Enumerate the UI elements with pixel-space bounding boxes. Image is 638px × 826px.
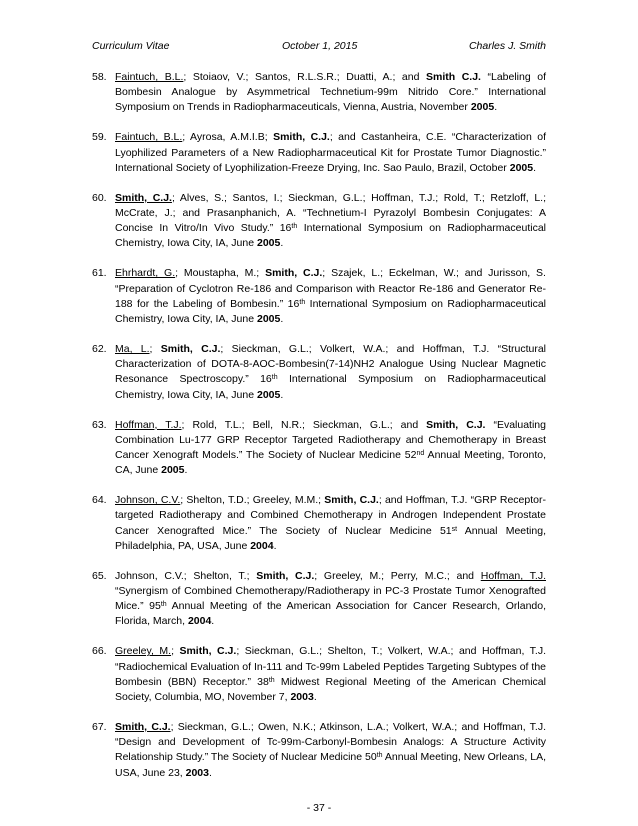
entry-citation: [115, 569, 546, 630]
citation-segment: th: [271, 374, 278, 382]
citation-segment: ; Szajek, L.; Eckelman, W.; and Jurisson, S. “Preparation of Cyclotron Re-186 and Comparison with Reactor Re-186 and Generator Re-188 for the Labeling of Bombesin.” 16: [115, 267, 546, 310]
citation-segment: International Symposium on Radiopharmaceutical Chemistry, Iowa City, IA, June: [115, 373, 546, 401]
citation-segment: International Symposium on Radiopharmaceutical Chemistry, Iowa City, IA, June: [115, 297, 547, 326]
citation-segment: “Labeling of Bombesin Analogue by Asymmetrical Technetium-99m Nitrido Core.” International Symposium on Trends in Radiopharmaceuticals, Vienna, Austria, November: [115, 71, 546, 114]
citation-segment: .: [184, 464, 188, 477]
entry-citation: [115, 644, 546, 705]
citation-segment: ;: [171, 645, 180, 658]
citation-segment: 2005: [470, 101, 495, 114]
citation-segment: .: [533, 161, 537, 174]
publication-entry: [92, 720, 546, 781]
citation-segment: th: [291, 223, 298, 231]
citation-segment: Faintuch, B.L.: [115, 131, 183, 144]
citation-segment: Greeley, M.: [115, 645, 172, 658]
citation-segment: .: [494, 101, 498, 114]
citation-segment: Smith, C.J.: [426, 418, 486, 431]
citation-segment: ;: [149, 343, 161, 356]
citation-segment: ; and Hoffman, T.J. “GRP Receptor-targeted Radiotherapy and Combined Chemotherapy in Androgen Independent Prostate Cancer Xenografted Mice.” The Society of Nuclear Medicine 51: [115, 494, 546, 537]
entry-number: 65.: [92, 569, 107, 582]
publication-entry: [92, 130, 546, 176]
citation-segment: ; Stoiaov, V.; Santos, R.L.S.R.; Duatti, A.; and: [183, 71, 426, 83]
header-author: Charles J. Smith: [468, 40, 546, 52]
citation-segment: Faintuch, B.L.: [115, 71, 184, 83]
citation-segment: ; Sieckman, G.L.; Shelton, T.; Volkert, W.A.; and Hoffman, T.J. “Radiochemical Evaluation of In-111 and Tc-99m Labeled Peptides Targeting Subtypes of the Bombesin (BBN) Receptor.” 38: [115, 645, 546, 688]
citation-segment: .: [280, 237, 284, 250]
citation-segment: Hoffman, T.J.: [115, 418, 182, 431]
citation-segment: Smith, C.J.: [179, 645, 237, 658]
citation-segment: ; Moustapha, M.;: [175, 267, 266, 280]
entry-citation: [115, 493, 546, 554]
publication-entry: [92, 644, 546, 705]
publication-entry: [92, 493, 546, 554]
citation-segment: ; Sieckman, G.L.; Volkert, W.A.; and Hoffman, T.J. “Structural Characterization of DOTA-8-AOC-Bombesin(7-14)NH2 Analogue Using Nuclear Magnetic Resonance Spectroscopy.” 16: [115, 343, 546, 386]
citation-segment: .: [280, 388, 284, 401]
citation-segment: Ma, L.: [115, 343, 150, 356]
citation-segment: 2005: [161, 464, 185, 477]
publication-entry: [92, 266, 546, 327]
citation-segment: Smith, C.J.: [115, 721, 171, 734]
citation-segment: ; and Castanheira, C.E. “Characterization of Lyophilized Parameters of a New Radiopharmaceutical Kit for Prostate Tumor Diagnostic.” International Society of Lyophilization-Freeze Drying, Inc. Sao Paulo, Brazil, October: [115, 131, 547, 174]
citation-segment: nd: [416, 450, 425, 458]
entry-number: 58.: [92, 71, 107, 83]
citation-segment: ; Alves, S.; Santos, I.; Sieckman, G.L.; Hoffman, T.J.; Rold, T.; Retzloff, L.; McCrate, J.; and Prasanphanich, A. “Technetium-I Pyrazolyl Bombesin Conjugates: A Concise In Vitro/In Vivo Study.” 16: [115, 191, 546, 235]
citation-segment: 2005: [257, 388, 281, 401]
citation-segment: 2004: [250, 539, 274, 552]
citation-segment: Ehrhardt, G.: [115, 267, 176, 280]
entry-number: 59.: [92, 131, 107, 144]
publication-entry: [92, 569, 546, 630]
citation-segment: Smith C.J.: [425, 71, 481, 83]
citation-segment: ; Ayrosa, A.M.I.B;: [182, 131, 274, 144]
citation-segment: Smith, C.J.: [324, 494, 379, 507]
entry-citation: [115, 70, 546, 116]
citation-segment: 2004: [187, 615, 212, 628]
entry-citation: [115, 720, 546, 781]
citation-segment: Smith, C.J.: [115, 191, 172, 204]
citation-segment: “Synergism of Combined Chemotherapy/Radiotherapy in PC-3 Prostate Tumor Xenografted Mice.” 95: [115, 585, 546, 613]
citation-segment: st: [451, 525, 458, 533]
publication-entry: [92, 70, 546, 116]
citation-segment: th: [299, 298, 306, 306]
page-number: - 37 -: [306, 802, 332, 814]
publication-entry: [92, 418, 546, 479]
entry-number: 64.: [92, 494, 107, 507]
citation-segment: Annual Meeting, New Orleans, LA, USA, June 23,: [115, 751, 546, 779]
entry-citation: [115, 418, 546, 479]
entry-number: 66.: [92, 645, 107, 658]
citation-segment: Annual Meeting of the American Association for Cancer Research, Orlando, Florida, March,: [115, 600, 547, 628]
citation-segment: .: [273, 539, 277, 552]
citation-segment: Johnson, C.V.; Shelton, T.;: [115, 569, 257, 582]
entry-number: 63.: [92, 418, 107, 431]
entry-citation: [115, 266, 546, 327]
entry-number: 62.: [92, 343, 107, 356]
publication-entry: [92, 342, 546, 403]
citation-segment: ; Shelton, T.D.; Greeley, M.M.;: [180, 494, 325, 507]
citation-segment: Annual Meeting, Philadelphia, PA, USA, June: [115, 524, 546, 552]
citation-segment: Johnson, C.V.: [115, 494, 181, 507]
citation-segment: th: [160, 601, 167, 609]
publication-list: [92, 70, 546, 796]
page-header: [92, 40, 546, 54]
citation-segment: Smith, C.J.: [273, 131, 330, 144]
citation-segment: “Evaluating Combination Lu-177 GRP Receptor Targeted Radiotherapy and Chemotherapy in Breast Cancer Xenograft Models.” The Society of Nuclear Medicine 52: [115, 418, 546, 462]
citation-segment: th: [268, 676, 275, 684]
citation-segment: Annual Meeting, Toronto, CA, June: [115, 449, 546, 477]
header-date: October 1, 2015: [282, 40, 358, 52]
citation-segment: International Symposium on Radiopharmaceutical Chemistry, Iowa City, IA, June: [115, 222, 546, 250]
citation-segment: .: [211, 615, 215, 628]
citation-segment: .: [280, 313, 284, 326]
entry-citation: [115, 191, 546, 252]
citation-segment: Smith, C.J.: [160, 343, 221, 356]
citation-segment: 2005: [257, 237, 281, 250]
citation-segment: Smith, C.J.: [256, 569, 315, 582]
citation-segment: ; Rold, T.L.; Bell, N.R.; Sieckman, G.L.; and: [181, 418, 427, 431]
citation-segment: Midwest Regional Meeting of the American Chemical Society, Columbia, MO, November 7,: [115, 675, 546, 704]
entry-number: 60.: [92, 191, 107, 204]
citation-segment: th: [376, 752, 383, 760]
citation-segment: Smith, C.J.: [265, 267, 323, 280]
entry-number: 61.: [92, 267, 107, 280]
citation-segment: 2005: [509, 161, 534, 174]
header-title: Curriculum Vitae: [92, 40, 170, 52]
citation-segment: 2003: [290, 691, 314, 704]
entry-citation: [115, 342, 546, 403]
citation-segment: ; Sieckman, G.L.; Owen, N.K.; Atkinson, L.A.; Volkert, W.A.; and Hoffman, T.J. “Design and Development of Tc-99m-Carbonyl-Bombesin Analogs: A Structure Activity Relationship Study.” The Society of Nuclear Medicine 50: [115, 721, 546, 764]
citation-segment: Hoffman, T.J.: [480, 569, 546, 582]
citation-segment: .: [208, 766, 212, 779]
citation-segment: .: [313, 691, 317, 704]
citation-segment: 2003: [185, 766, 209, 779]
citation-segment: 2005: [257, 313, 281, 326]
citation-segment: ; Greeley, M.; Perry, M.C.; and: [314, 569, 481, 582]
entry-number: 67.: [92, 721, 107, 734]
publication-entry: [92, 191, 546, 252]
entry-citation: [115, 130, 546, 176]
